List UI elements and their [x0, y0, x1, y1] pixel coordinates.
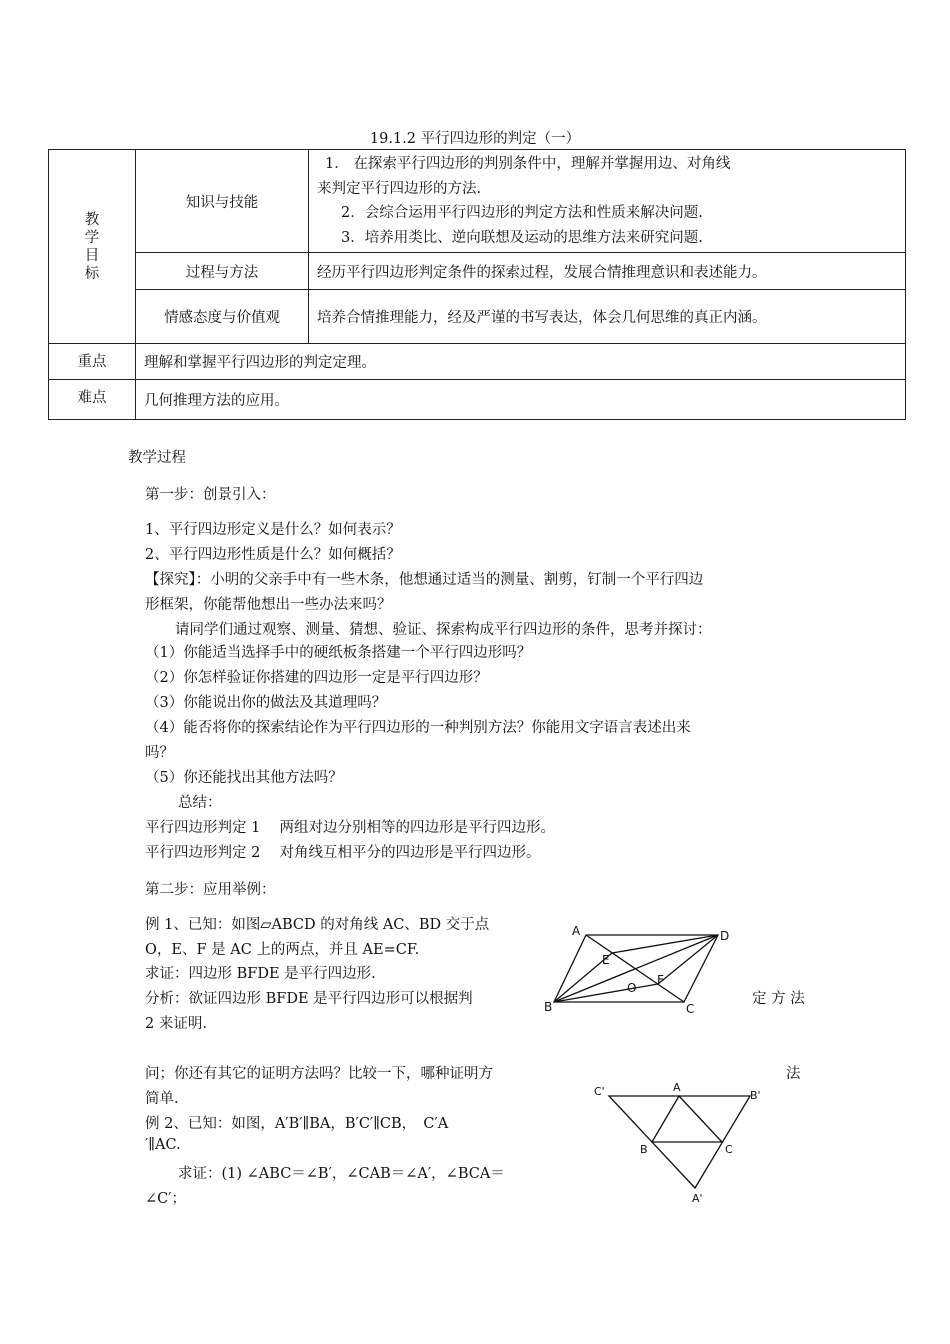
fig2-label-a: A	[673, 1081, 681, 1094]
fig1-label-d: D	[720, 929, 730, 943]
fig1-label-a: A	[572, 924, 581, 938]
ask-line-2: 简单.	[145, 1091, 179, 1107]
difficulty-label: 难点	[49, 380, 136, 420]
example2-line-3: 求证：(1) ∠ABC＝∠B′，∠CAB＝∠A′，∠BCA＝	[178, 1166, 505, 1182]
example1-line-3: 求证：四边形 BFDE 是平行四边形.	[145, 966, 376, 982]
difficulty-content: 几何推理方法的应用。	[136, 380, 906, 420]
theorem-2: 平行四边形判定 2 对角线互相平分的四边形是平行四边形。	[145, 845, 541, 861]
parallelogram-figure	[540, 920, 740, 1015]
question-1: 1、平行四边形定义是什么？如何表示？	[145, 522, 401, 538]
triangle-figure	[588, 1078, 773, 1208]
fig2-label-c-prime: C'	[594, 1085, 605, 1098]
explore-line-2: 形框架，你能帮他想出一些办法来吗？	[145, 597, 392, 613]
explore-line-1: 【探究】：小明的父亲手中有一些木条，他想通过适当的测量、割剪，钉制一个平行四边	[145, 572, 704, 588]
prompt-4-cont: 吗？	[145, 745, 174, 761]
example1-line-4-end: 定 方 法	[752, 991, 805, 1007]
fig1-label-b: B	[544, 1000, 553, 1014]
question-2: 2、平行四边形性质是什么？如何概括？	[145, 547, 401, 563]
emotion-value-content: 培养合情推理能力，经及严谨的书写表达，体会几何思维的真正内涵。	[309, 290, 906, 344]
ask-line-1: 问；你还有其它的证明方法吗？比较一下，哪种证明方	[145, 1066, 493, 1082]
fig2-label-c: C	[725, 1143, 733, 1156]
summary-label: 总结：	[178, 795, 222, 811]
ask-line-1-end: 法	[786, 1066, 801, 1082]
example1-line-1: 例 1、已知：如图▱ABCD 的对角线 AC、BD 交于点	[145, 917, 490, 933]
process-method-label: 过程与方法	[136, 253, 309, 290]
knowledge-skill-content: 1． 在探索平行四边形的判别条件中，理解并掌握用边、对角线 来判定平行四边形的方法. 2．会综合运用平行四边形的判定方法和性质来解决问题. 3．培养用类比、逆向联想及运动的思维方法来研究问题.	[309, 150, 906, 253]
theorem-1: 平行四边形判定 1 两组对边分别相等的四边形是平行四边形。	[145, 820, 555, 836]
focus-content: 理解和掌握平行四边形的判定定理。	[136, 344, 906, 380]
process-heading: 教学过程	[128, 450, 186, 466]
knowledge-skill-label: 知识与技能	[136, 150, 309, 253]
prompt-4: （4）能否将你的探索结论作为平行四边形的一种判别方法？你能用文字语言表述出来	[145, 720, 691, 736]
fig1-label-f: F	[657, 973, 664, 987]
prompt-2: （2）你怎样验证你搭建的四边形一定是平行四边形？	[145, 670, 488, 686]
step2-heading: 第二步：应用举例：	[145, 882, 276, 898]
example2-line-1: 例 2、已知：如图，A′B′∥BA，B′C′∥CB， C′A	[145, 1116, 449, 1132]
fig2-label-b-prime: B'	[750, 1089, 761, 1102]
fig1-label-e: E	[602, 953, 610, 967]
example2-line-4: ∠C′；	[145, 1191, 187, 1207]
prompt-5: （5）你还能找出其他方法吗？	[145, 770, 343, 786]
fig2-label-a-prime: A'	[692, 1192, 703, 1205]
fig1-label-c: C	[686, 1002, 695, 1015]
example1-line-2: O，E、F 是 AC 上的两点，并且 AE=CF.	[145, 942, 420, 958]
explore-line-3: 请同学们通过观察、测量、猜想、验证、探索构成平行四边形的条件，思考并探讨：	[175, 622, 712, 638]
fig2-label-b: B	[640, 1143, 648, 1156]
focus-label: 重点	[49, 344, 136, 380]
prompt-1: （1）你能适当选择手中的硬纸板条搭建一个平行四边形吗？	[145, 645, 532, 661]
example1-line-4: 分析：欲证四边形 BFDE 是平行四边形可以根据判	[145, 991, 473, 1007]
process-method-content: 经历平行四边形判定条件的探索过程，发展合情推理意识和表述能力。	[309, 253, 906, 290]
example2-line-2: ′∥AC.	[145, 1137, 181, 1153]
emotion-value-label: 情感态度与价值观	[136, 290, 309, 344]
prompt-3: （3）你能说出你的做法及其道理吗？	[145, 695, 387, 711]
page-title: 19.1.2 平行四边形的判定（一）	[369, 131, 581, 147]
goals-side-label: 教 学 目 标	[49, 150, 136, 344]
step1-heading: 第一步：创景引入：	[145, 487, 276, 503]
fig1-label-o: O	[627, 981, 637, 995]
teaching-goals-table	[48, 149, 906, 420]
example1-line-5: 2 来证明.	[145, 1016, 207, 1032]
